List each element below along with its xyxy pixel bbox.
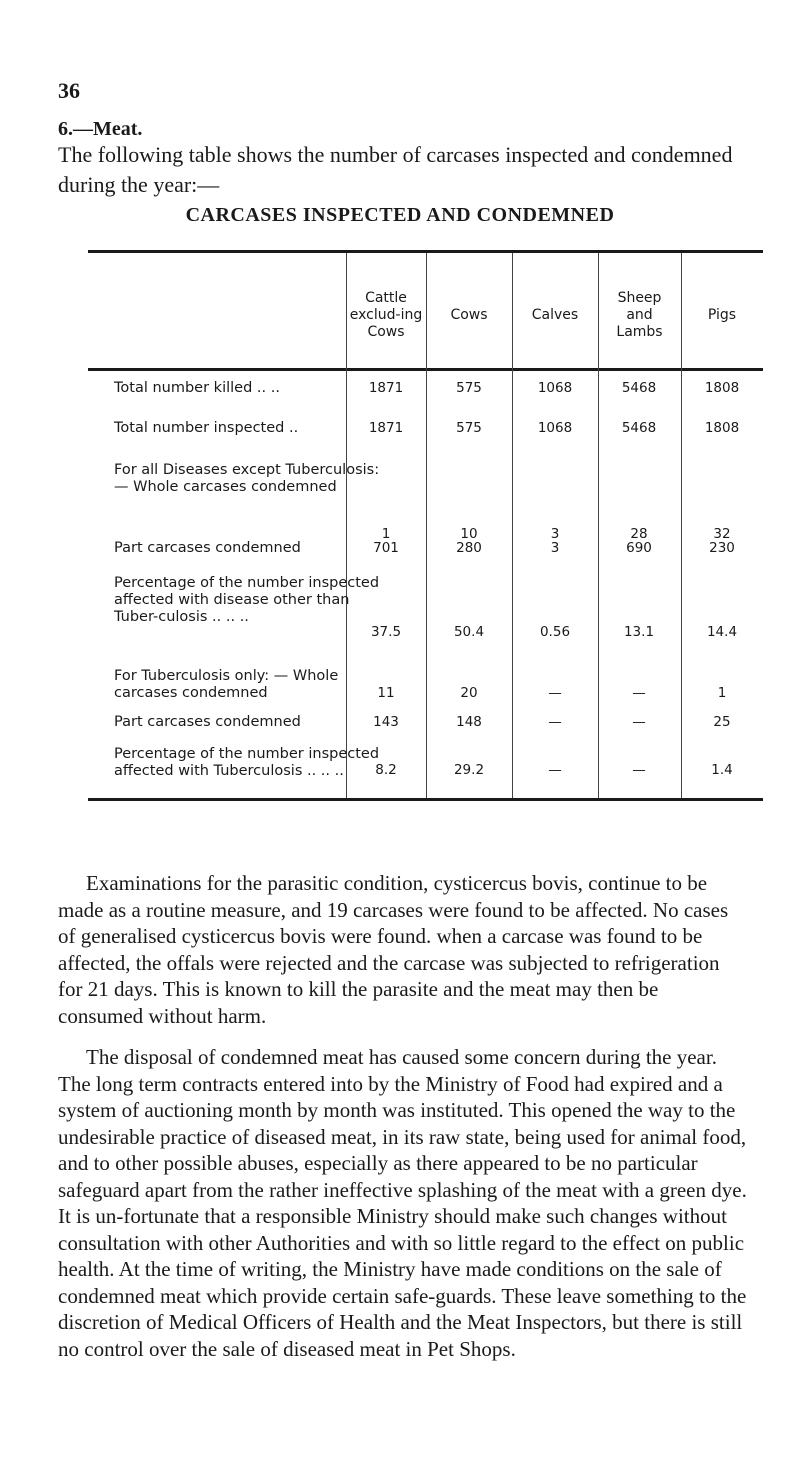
table-cell: 1871 bbox=[368, 420, 404, 436]
table-cell: 3 bbox=[550, 540, 560, 556]
row-label: Part carcases condemned bbox=[114, 714, 301, 730]
carcases-table bbox=[88, 250, 763, 801]
row-label: Total number killed .. .. bbox=[114, 380, 280, 396]
row-label: Percentage of the number inspected affected with Tuberculosis .. .. .. bbox=[114, 746, 380, 779]
row-label: Part carcases condemned bbox=[114, 540, 301, 556]
table-cell: 28 bbox=[630, 526, 648, 542]
table-cell: 10 bbox=[460, 526, 478, 542]
table-cell: 8.2 bbox=[375, 762, 397, 778]
table-cell: 690 bbox=[626, 540, 652, 556]
table-cell: — bbox=[632, 714, 646, 730]
page-number: 36 bbox=[58, 78, 80, 103]
table-cell: — bbox=[632, 762, 646, 778]
table-cell: — bbox=[632, 685, 646, 701]
table-cell: 11 bbox=[377, 685, 395, 701]
row-label: Percentage of the number inspected affected with disease other than Tuber-culosis .. .. .. bbox=[114, 575, 380, 625]
table-cell: 1808 bbox=[704, 420, 740, 436]
table-cell: 5468 bbox=[621, 380, 657, 396]
paragraph-cysticercus: Examinations for the parasitic condition, cysticercus bovis, continue to be made as a routine measure, and 19 carcases were found to be affected. No cases of generalised cysticercus bovis were found. when a carcase was found to be affected, the offals were rejected and the carcase was subjected to refrigeration for 21 days. This is known to kill the parasite and the meat may then be consumed without harm. bbox=[58, 871, 729, 1028]
table-cell: 3 bbox=[550, 526, 560, 542]
table-cell: 29.2 bbox=[453, 762, 485, 778]
table-cell: — bbox=[548, 685, 562, 701]
section-heading: 6.—Meat. bbox=[58, 118, 143, 140]
table-cell: 1068 bbox=[537, 380, 573, 396]
table-bottom-rule bbox=[88, 798, 763, 801]
paragraph-disposal: The disposal of condemned meat has caused some concern during the year. The long term contracts entered into by the Ministry of Food had expired and a system of auctioning month by month was instituted. This opened the way to the undesirable practice of diseased meat, in its raw state, being used for animal food, and to other possible abuses, especially as there appeared to be no particular safeguard apart from the rather ineffective splashing of the meat with a green dye. It is un-fortunate that a responsible Ministry should make such changes without consultation with other Authorities and with so little regard to the effect on public health. At the time of writing, the Ministry have made conditions on the sale of condemned meat which provide certain safe-guards. These leave something to the discretion of Medical Officers of Health and the Meat Inspectors, but there is still no control over the sale of diseased meat in Pet Shops. bbox=[58, 1045, 747, 1361]
table-cell: 1808 bbox=[704, 380, 740, 396]
table-cell: — bbox=[548, 714, 562, 730]
table-cell: 1.4 bbox=[711, 762, 733, 778]
table-cell: 5468 bbox=[621, 420, 657, 436]
table-cell: 50.4 bbox=[453, 624, 485, 640]
col-header-pigs: Pigs bbox=[707, 307, 737, 323]
table-cell: 20 bbox=[460, 685, 478, 701]
table-cell: 14.4 bbox=[706, 624, 738, 640]
table-cell: 1068 bbox=[537, 420, 573, 436]
col-header-cattle: Cattle exclud-ing Cows bbox=[349, 290, 423, 340]
table-cell: 230 bbox=[709, 540, 735, 556]
table-cell: — bbox=[548, 762, 562, 778]
table-cell: 1 bbox=[717, 685, 727, 701]
table-cell: 143 bbox=[373, 714, 399, 730]
intro-text: The following table shows the number of carcases inspected and condemned during the year:— bbox=[58, 142, 733, 197]
row-label: Total number inspected .. bbox=[114, 420, 299, 436]
table-cell: 575 bbox=[456, 380, 482, 396]
col-header-sheep: Sheep and Lambs bbox=[616, 290, 663, 340]
table-title: CARCASES INSPECTED AND CONDEMNED bbox=[185, 204, 615, 226]
table-cell: 148 bbox=[456, 714, 482, 730]
table-cell: 701 bbox=[373, 540, 399, 556]
row-label: For all Diseases except Tuberculosis: — Whole carcases condemned bbox=[114, 462, 380, 495]
table-cell: 13.1 bbox=[623, 624, 655, 640]
col-header-calves: Calves bbox=[531, 307, 579, 323]
table-cell: 1871 bbox=[368, 380, 404, 396]
row-label: For Tuberculosis only: — Whole carcases condemned bbox=[114, 668, 339, 701]
table-cell: 0.56 bbox=[539, 624, 571, 640]
table-cell: 280 bbox=[456, 540, 482, 556]
table-cell: 1 bbox=[381, 526, 391, 542]
table-cell: 32 bbox=[713, 526, 731, 542]
col-header-cows: Cows bbox=[450, 307, 488, 323]
table-cell: 37.5 bbox=[370, 624, 402, 640]
table-cell: 25 bbox=[713, 714, 731, 730]
table-cell: 575 bbox=[456, 420, 482, 436]
